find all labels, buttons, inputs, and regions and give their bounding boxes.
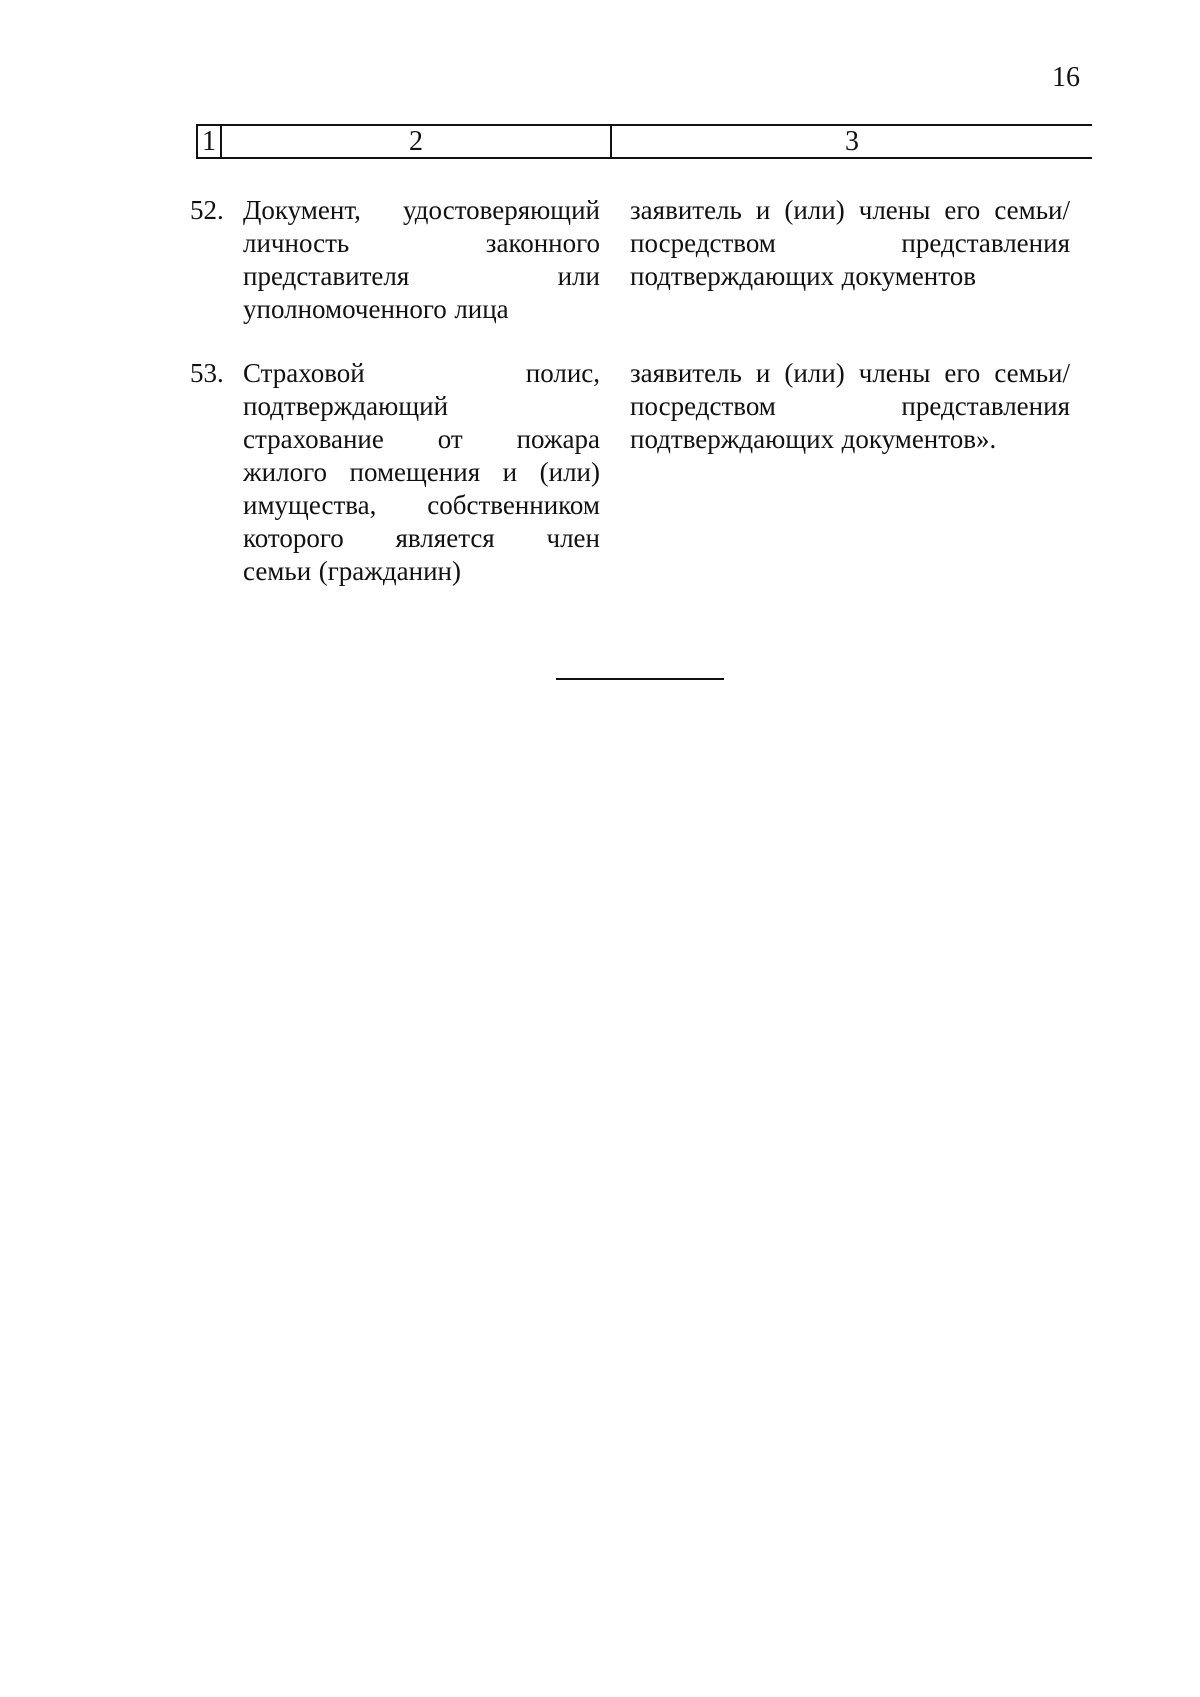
word: Документ, (243, 195, 361, 225)
word: представителя (243, 261, 410, 291)
document-name-cell (243, 357, 600, 588)
word: лица (454, 294, 509, 324)
word: заявитель (630, 358, 742, 388)
word: члены (858, 195, 931, 225)
table-header (196, 124, 1092, 159)
text-line (630, 423, 1070, 456)
word: его (944, 358, 981, 388)
word: посредством (630, 391, 776, 421)
word: и (502, 457, 518, 487)
word: члены (858, 358, 931, 388)
text-line (630, 227, 1070, 260)
word: семьи/ (994, 195, 1070, 225)
document-name-cell (243, 194, 600, 326)
word: подтверждающий (243, 391, 449, 421)
row-number: 52. (190, 195, 224, 225)
word: или (557, 261, 600, 291)
text-line (630, 390, 1070, 423)
page-number: 16 (1052, 62, 1080, 93)
word: пожара (516, 424, 600, 454)
text-line (630, 357, 1070, 390)
text-line (630, 260, 1070, 293)
word: член (546, 523, 600, 553)
header-col-3: 3 (845, 126, 859, 157)
submission-method-cell (630, 357, 1070, 456)
word: уполномоченного (243, 294, 447, 324)
word: и (755, 358, 771, 388)
header-col-2: 2 (222, 126, 612, 157)
row-number: 53. (190, 358, 224, 388)
text-line (243, 489, 600, 522)
text-line (243, 293, 600, 326)
word: посредством (630, 228, 776, 258)
text-line (243, 260, 600, 293)
word: представления (901, 228, 1070, 258)
text-line (630, 194, 1070, 227)
header-col-1: 1 (196, 126, 222, 157)
text-line (243, 555, 600, 588)
text-line (243, 357, 600, 390)
word: подтверждающих (630, 424, 835, 454)
word: от (437, 424, 463, 454)
word: страхование (243, 424, 384, 454)
word: помещения (349, 457, 481, 487)
word: которого (243, 523, 344, 553)
word: семьи/ (994, 358, 1070, 388)
submission-method-cell (630, 194, 1070, 293)
word: подтверждающих (630, 261, 835, 291)
text-line (243, 522, 600, 555)
word: (или) (784, 195, 845, 225)
word: документов». (841, 424, 997, 454)
end-of-document-rule (556, 678, 724, 680)
text-line (243, 194, 600, 227)
word: жилого (243, 457, 327, 487)
word: (или) (784, 358, 845, 388)
word: заявитель (630, 195, 742, 225)
word: полис, (525, 358, 600, 388)
text-line (243, 423, 600, 456)
word: удостоверяющий (403, 195, 600, 225)
word: законного (485, 228, 600, 258)
word: семьи (243, 556, 312, 586)
word: является (395, 523, 495, 553)
word: его (944, 195, 981, 225)
word: документов (841, 261, 976, 291)
word: представления (901, 391, 1070, 421)
word: личность (243, 228, 350, 258)
word: и (755, 195, 771, 225)
text-line (243, 227, 600, 260)
text-line (243, 390, 600, 423)
word: имущества, (243, 490, 377, 520)
word: (или) (539, 457, 600, 487)
text-line (243, 456, 600, 489)
word: (гражданин) (318, 556, 461, 586)
word: собственником (427, 490, 600, 520)
word: Страховой (243, 358, 365, 388)
